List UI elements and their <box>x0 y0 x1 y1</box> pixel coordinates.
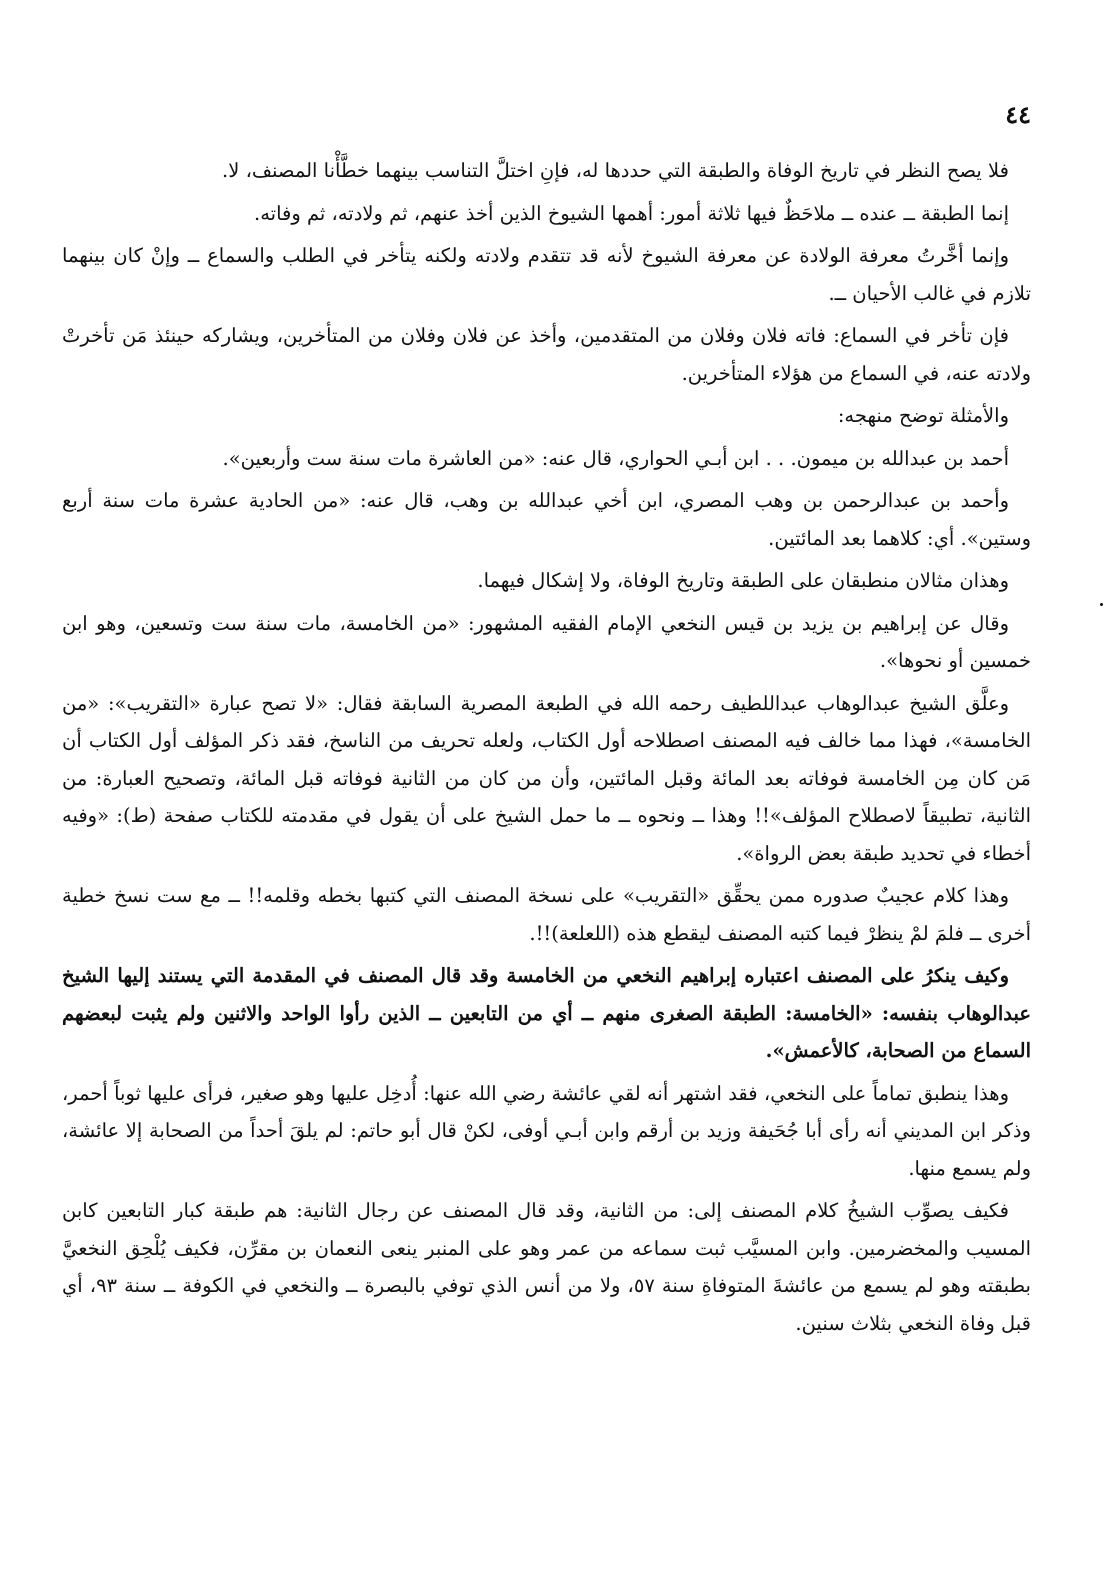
paragraph-5: والأمثلة توضح منهجه: <box>837 404 1009 427</box>
paragraph-4: فإن تأخر في السماع: فاته فلان وفلان من المتقدمين، وأخذ عن فلان وفلان من المتأخرين، ويشاركه حينئذ مَن تأخرتْ ولادته عنه، في السماع من هؤلاء المتأخرين. <box>62 324 1031 385</box>
paragraph-14: فكيف يصوِّب الشيخُ كلام المصنف إلى: من الثانية، وقد قال المصنف عن رجال الثانية: هم طبقة كبار التابعين كابن المسيب والمخضرمين. وابن المسيَّب ثبت سماعه من عمر وهو على المنبر ينعى النعمان بن مقرِّن، فكيف يُلْحِق النخعيَّ بطبقته وهو لم يسمع من عائشةَ المتوفاةِ سنة ٥٧، ولا من أنس الذي توفي بالبصرة ــ والنخعي في الكوفة ــ سنة ٩٣، أي قبل وفاة النخعي بثلاث سنين. <box>62 1199 1031 1335</box>
paragraph-1: فلا يصح النظر في تاريخ الوفاة والطبقة التي حددها له، فإنِ اختلَّ التناسب بينهما خطَّأْنا المصنف، لا. <box>222 159 1009 182</box>
paragraph-8: وهذان مثالان منطبقان على الطبقة وتاريخ الوفاة، ولا إشكال فيهما. <box>477 569 1009 592</box>
paragraph-9: وقال عن إبراهيم بن يزيد بن قيس النخعي الإمام الفقيه المشهور: «من الخامسة، مات سنة ست وتسعين، وهو ابن خمسين أو نحوها». <box>62 611 1031 672</box>
page-body <box>62 152 1031 1347</box>
paragraph-13: وهذا ينطبق تماماً على النخعي، فقد اشتهر أنه لقي عائشة رضي الله عنها: أُدخِل عليها وهو صغير، فرأى عليها ثوباً أحمر، وذكر ابن المديني أنه رأى أبا جُحَيفة وزيد بن أرقم وابن أبـي أوفى، لكنْ قال أبو حاتم: لم يلقَ أحداً من الصحابة إلا عائشة، ولم يسمع منها. <box>62 1081 1031 1180</box>
page-number: ٤٤ <box>1005 100 1031 129</box>
paragraph-12: وكيف ينكرُ على المصنف اعتباره إبراهيم النخعي من الخامسة وقد قال المصنف في المقدمة التي يستند إليها الشيخ عبدالوهاب بنفسه: «الخامسة: الطبقة الصغرى منهم ــ أي من التابعين ــ الذين رأوا الواحد والاثنين ولم يثبت لبعضهم السماع من الصحابة، كالأعمش». <box>62 964 1031 1062</box>
paragraph-6: أحمد بن عبدالله بن ميمون. . . ابن أبـي الحواري، قال عنه: «من العاشرة مات سنة ست وأربعين». <box>222 446 1009 470</box>
paragraph-10: وعلَّق الشيخ عبدالوهاب عبداللطيف رحمه الله في الطبعة المصرية السابقة فقال: «لا تصح عبارة «التقريب»: «من الخامسة»، فهذا مما خالف فيه المصنف اصطلاحه أول الكتاب، ولعله تحريف من الناسخ، فقد ذكر المؤلف أول الكتاب أن مَن كان مِن الخامسة فوفاته بعد المائة وقبل المائتين، وأن من كان من الثانية فوفاته قبل المائة، وتصحيح العبارة: من الثانية، تطبيقاً لاصطلاح المؤلف»!! وهذا ــ ونحوه ــ ما حمل الشيخ على أن يقول في مقدمته للكتاب صفحة (ط): «وفيه أخطاء في تحديد طبقة بعض الرواة». <box>62 691 1031 865</box>
paragraph-3: وإنما أخَّرتُ معرفة الولادة عن معرفة الشيوخ لأنه قد تتقدم ولادته ولكنه يتأخر في الطلب والسماع ــ وإنْ كان بينهما تلازم في غالب الأحيان ــ. <box>62 244 1031 305</box>
paragraph-11: وهذا كلام عجيبٌ صدوره ممن يحقِّق «التقريب» على نسخة المصنف التي كتبها بخطه وقلمه!! ــ مع ست نسخ خطية أخرى ــ فلمَ لمْ ينظرْ فيما كتبه المصنف ليقطع هذه (اللعلعة)!!. <box>62 884 1031 945</box>
paragraph-2: إنما الطبقة ــ عنده ــ ملاحَظٌ فيها ثلاثة أمور: أهمها الشيوخ الذين أخذ عنهم، ثم ولادته، ثم وفاته. <box>254 201 1009 225</box>
stray-mark <box>1100 603 1103 606</box>
paragraph-7: وأحمد بن عبدالرحمن بن وهب المصري، ابن أخي عبدالله بن وهب، قال عنه: «من الحادية عشرة مات سنة أربع وستين». أي: كلاهما بعد المائتين. <box>62 489 1031 550</box>
